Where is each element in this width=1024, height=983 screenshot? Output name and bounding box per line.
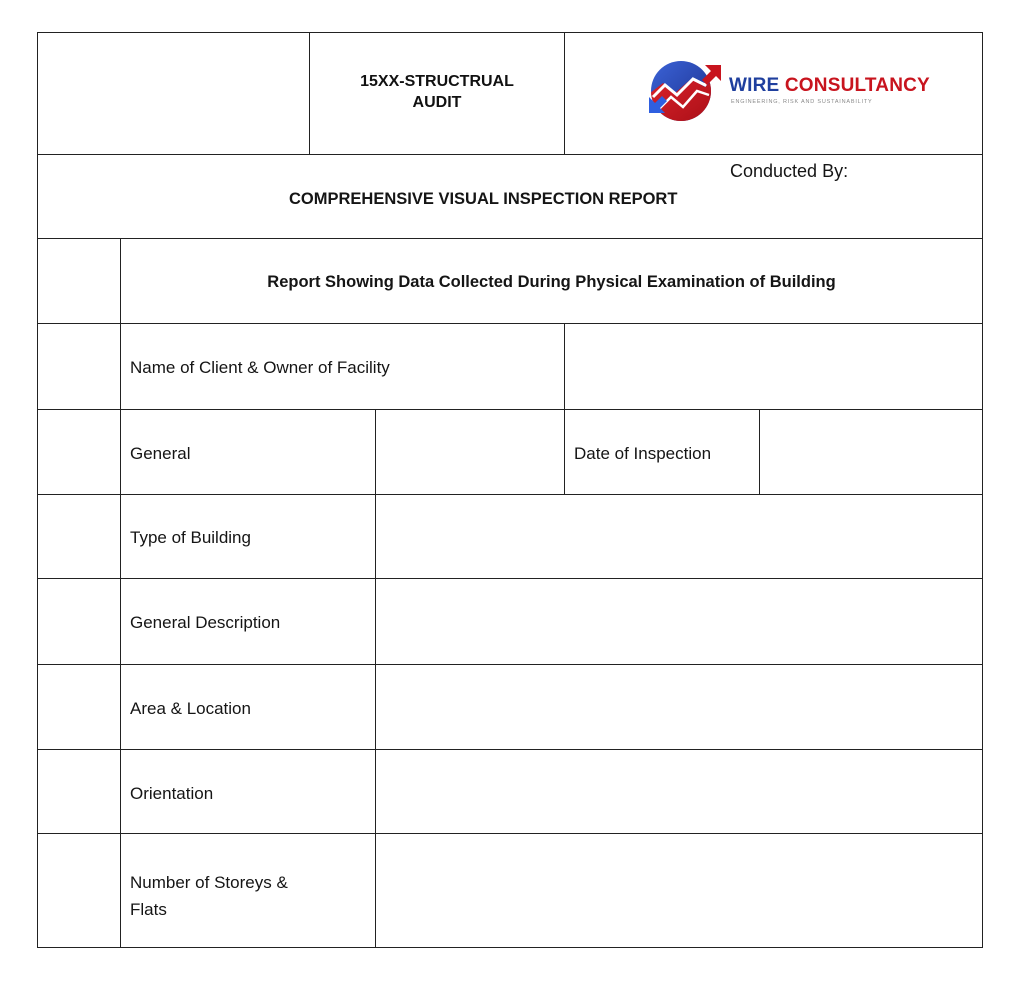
date-of-inspection-label-cell: [564, 409, 760, 495]
storeys-flats-label: Number of Storeys & Flats: [130, 873, 288, 919]
type-of-building-label: Type of Building: [130, 528, 251, 547]
type-of-building-value-field[interactable]: [375, 494, 983, 579]
general-label-cell: [120, 409, 376, 495]
general-label: General: [130, 444, 191, 463]
general-description-label-cell: [120, 578, 376, 665]
row-number-cell: [37, 238, 121, 324]
report-subtitle: Report Showing Data Collected During Physical Examination of Building: [267, 273, 836, 291]
row-number-cell: [37, 494, 121, 579]
general-description-label: General Description: [130, 613, 281, 632]
wire-consultancy-logo-icon: [645, 57, 723, 123]
report-title-cell: [37, 154, 983, 239]
row-number-cell: [37, 833, 121, 948]
orientation-label: Orientation: [130, 784, 214, 803]
general-value-field[interactable]: [375, 409, 565, 495]
row-number-cell: [37, 409, 121, 495]
company-name: WIRE CONSULTANCY: [729, 75, 930, 96]
area-location-value-field[interactable]: [375, 664, 983, 750]
company-logo: [645, 57, 945, 129]
area-location-label: Area & Location: [130, 699, 251, 718]
area-location-label-cell: [120, 664, 376, 750]
client-owner-label: Name of Client & Owner of Facility: [130, 358, 390, 377]
storeys-flats-value-field[interactable]: [375, 833, 983, 948]
type-of-building-label-cell: [120, 494, 376, 579]
date-of-inspection-value-field[interactable]: [759, 409, 983, 495]
client-owner-label-cell: [120, 323, 565, 410]
date-of-inspection-label: Date of Inspection: [574, 444, 712, 463]
orientation-label-cell: [120, 749, 376, 834]
header-blank-cell: [37, 32, 310, 155]
header-audit-title-cell: [309, 32, 565, 155]
row-number-cell: [37, 323, 121, 410]
company-tagline: ENGINEERING, RISK AND SUSTAINABILITY: [731, 99, 873, 105]
orientation-value-field[interactable]: [375, 749, 983, 834]
client-owner-value-field[interactable]: [564, 323, 983, 410]
row-number-cell: [37, 664, 121, 750]
header-logo-cell: [564, 32, 983, 155]
report-title: COMPREHENSIVE VISUAL INSPECTION REPORT: [289, 190, 678, 208]
audit-title: 15XX-STRUCTRUAL AUDIT: [360, 73, 514, 111]
row-number-cell: [37, 578, 121, 665]
subtitle-cell: [120, 238, 983, 324]
general-description-value-field[interactable]: [375, 578, 983, 665]
storeys-flats-label-cell: [120, 833, 376, 948]
conducted-by-label: Conducted By:: [730, 161, 849, 181]
row-number-cell: [37, 749, 121, 834]
